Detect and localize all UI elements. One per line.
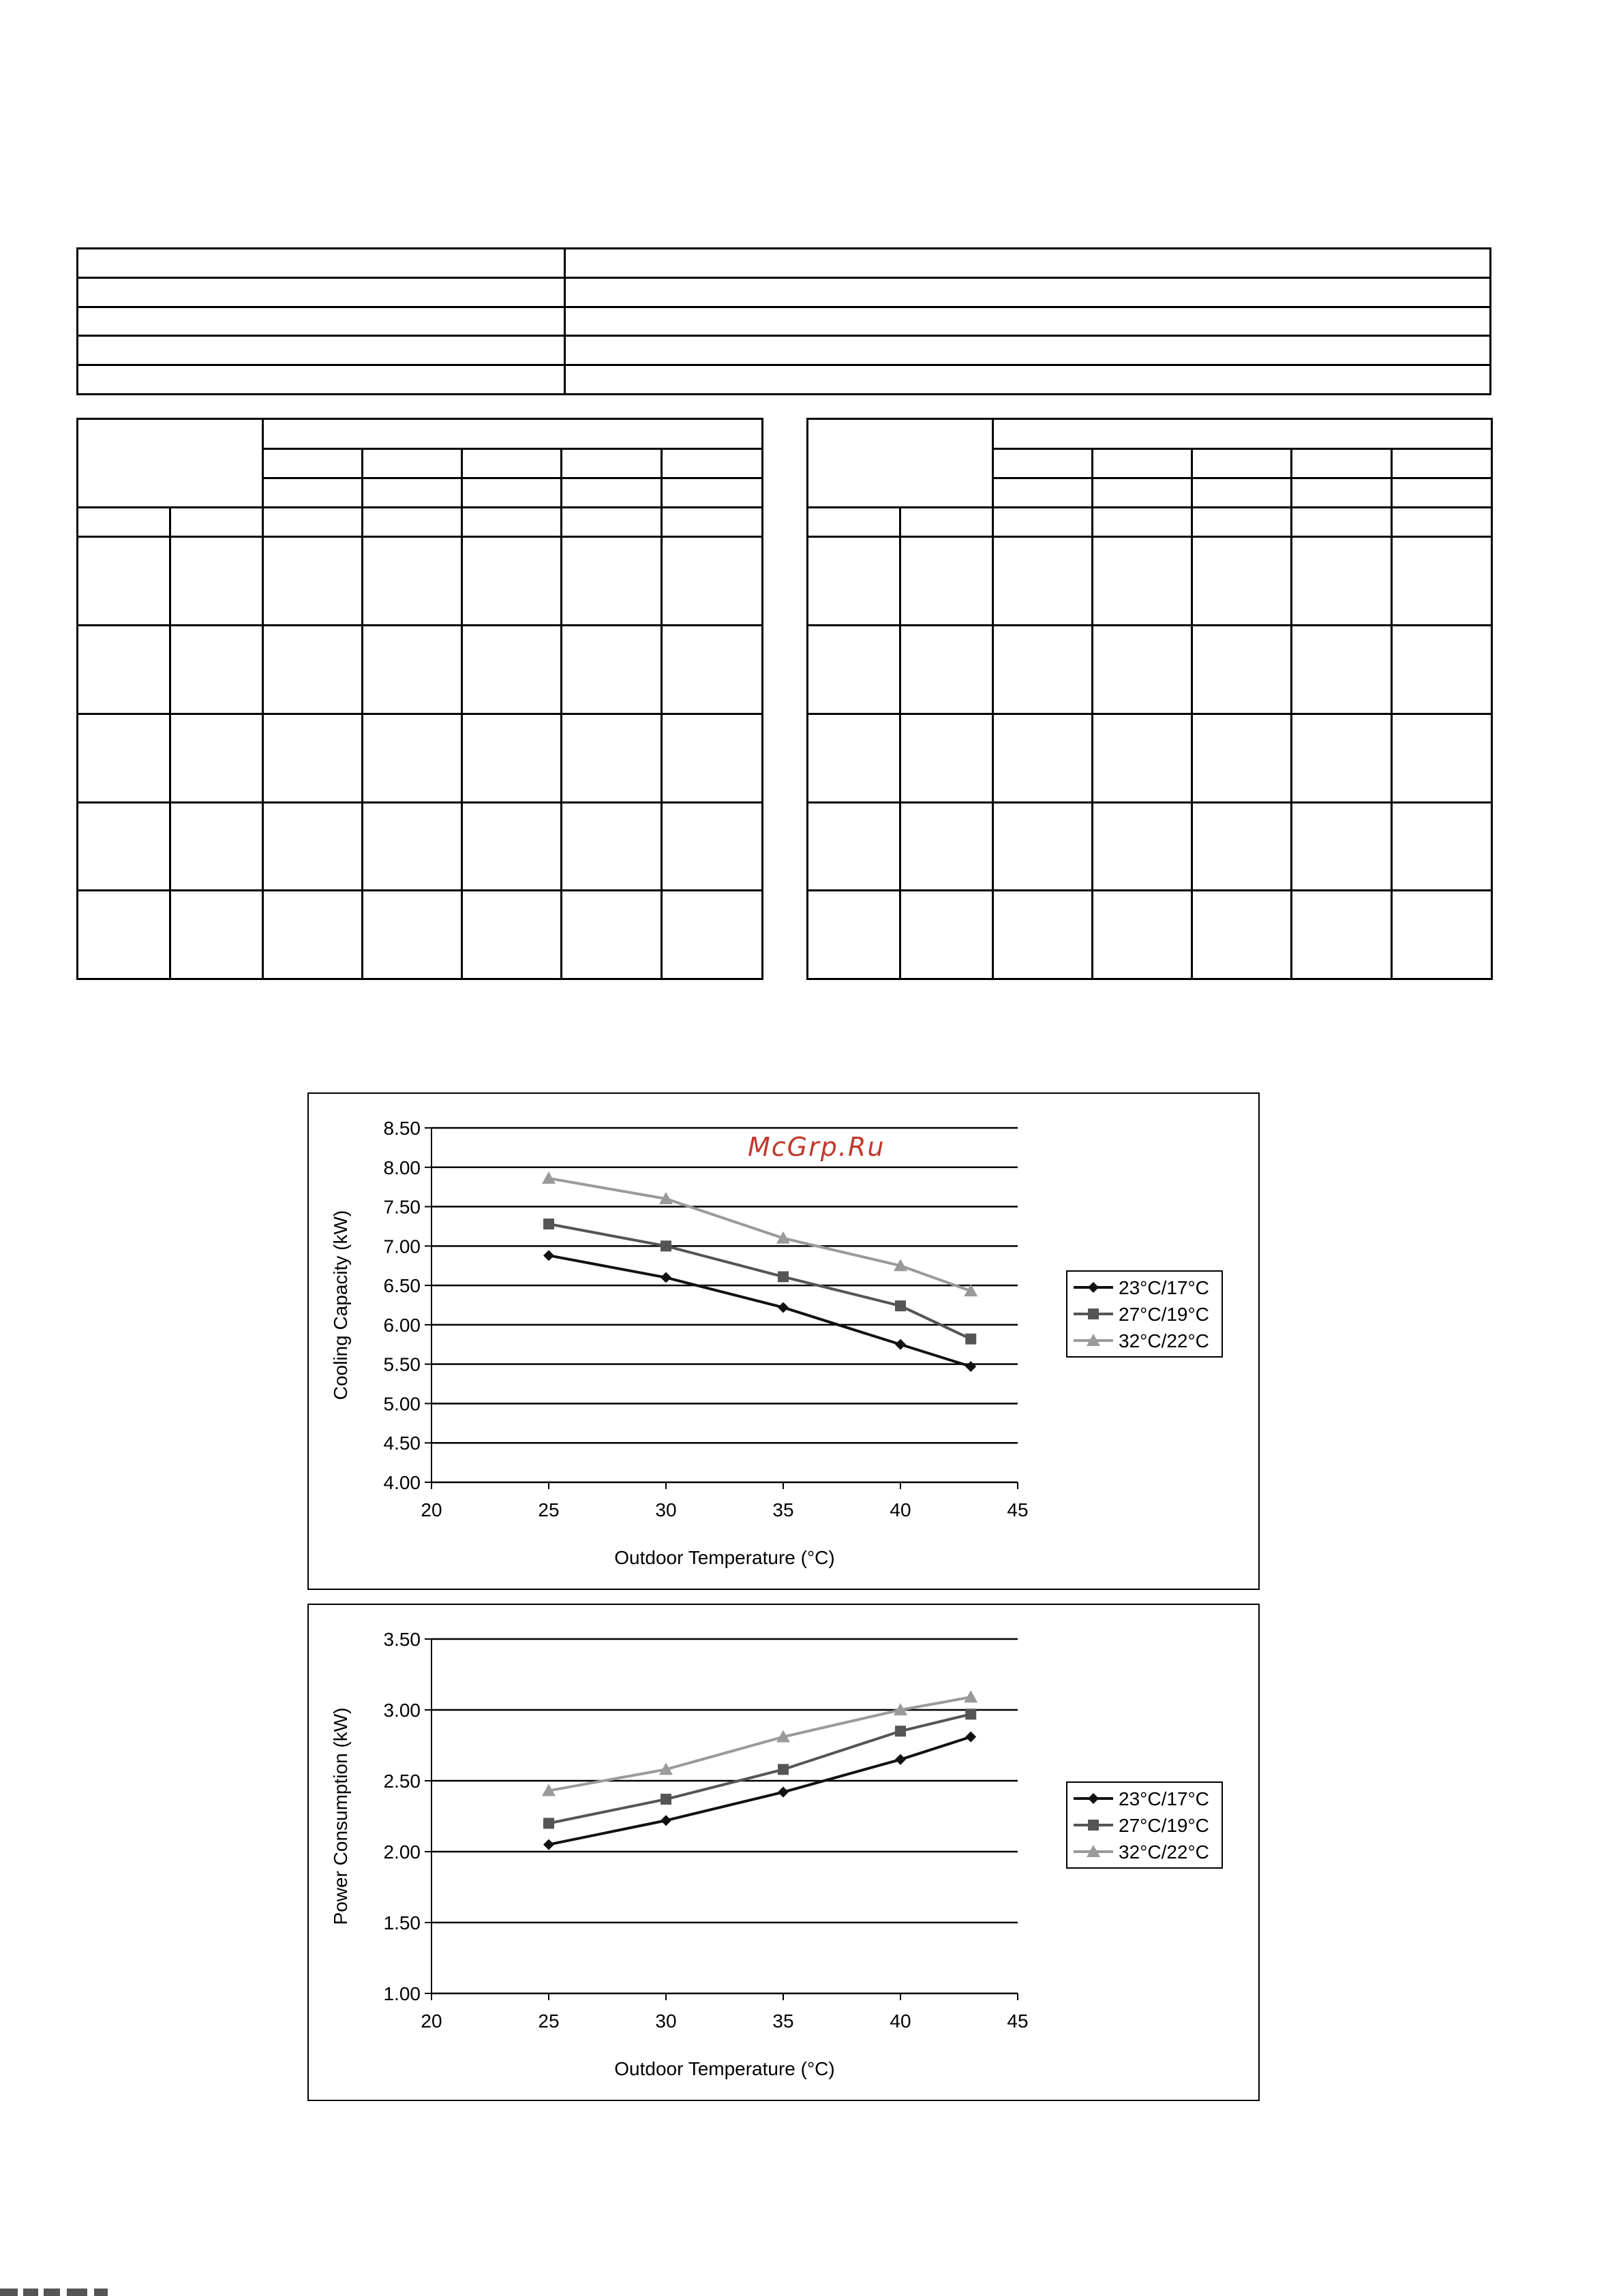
series-line — [549, 1714, 971, 1823]
data-point — [895, 1300, 906, 1311]
legend-label: 32°C/22°C — [1119, 1841, 1209, 1863]
y-tick-label: 5.50 — [383, 1353, 421, 1375]
table-row — [808, 891, 1492, 979]
legend-label: 27°C/19°C — [1119, 1304, 1209, 1325]
header-cell — [1392, 449, 1492, 478]
data-point — [542, 1172, 556, 1184]
series-line — [549, 1224, 971, 1339]
header-cell — [263, 478, 363, 508]
header-cell — [1192, 478, 1292, 508]
data-point — [661, 1794, 671, 1805]
info-row — [78, 307, 1491, 336]
header-cell — [662, 508, 763, 537]
legend-marker — [1088, 1820, 1099, 1831]
footer-fragment — [0, 2284, 123, 2296]
y-tick-label: 3.50 — [383, 1629, 421, 1650]
y-tick-label: 6.00 — [383, 1314, 421, 1336]
info-cell — [565, 249, 1491, 278]
x-tick-label: 20 — [421, 2010, 442, 2032]
y-axis-title: Cooling Capacity (kW) — [330, 1210, 351, 1400]
header-cell — [462, 508, 562, 537]
data-point — [965, 1361, 976, 1372]
x-tick-label: 25 — [538, 1499, 560, 1520]
header-cell — [1292, 508, 1392, 537]
info-cell — [565, 277, 1491, 307]
x-tick-label: 20 — [421, 1499, 442, 1520]
info-table — [76, 247, 1491, 395]
y-tick-label: 2.50 — [383, 1771, 421, 1792]
legend-marker — [1088, 1308, 1099, 1319]
data-point — [778, 1302, 789, 1313]
info-cell — [565, 365, 1491, 395]
table-row — [808, 714, 1492, 803]
header-cell — [462, 449, 562, 478]
header-cell — [808, 508, 900, 537]
header-cell — [662, 449, 763, 478]
header-cell — [263, 449, 363, 478]
y-tick-label: 3.00 — [383, 1700, 421, 1721]
header-cell — [78, 508, 170, 537]
data-point — [965, 1334, 976, 1345]
header-cell — [900, 508, 993, 537]
header-cell — [993, 478, 1093, 508]
header-cell — [1093, 508, 1192, 537]
header-cell — [993, 508, 1093, 537]
x-tick-label: 30 — [655, 2010, 677, 2032]
data-point — [964, 1690, 977, 1702]
y-tick-label: 2.00 — [383, 1841, 421, 1863]
header-cell — [662, 478, 763, 508]
x-tick-label: 30 — [655, 1499, 677, 1520]
header-cell — [263, 508, 363, 537]
y-axis-title: Power Consumption (kW) — [330, 1707, 351, 1925]
table-row — [78, 803, 763, 891]
x-axis-title: Outdoor Temperature (°C) — [614, 1547, 835, 1568]
x-tick-label: 45 — [1007, 1499, 1029, 1520]
data-point — [965, 1732, 976, 1743]
header-cell — [562, 449, 662, 478]
data-point — [965, 1709, 976, 1719]
y-tick-label: 7.50 — [383, 1196, 421, 1218]
legend-label: 27°C/19°C — [1119, 1815, 1209, 1836]
info-cell — [78, 307, 565, 336]
table-row — [808, 803, 1492, 891]
cooling-capacity-chart — [307, 1092, 1260, 1590]
legend-label: 32°C/22°C — [1119, 1330, 1209, 1351]
x-tick-label: 45 — [1007, 2010, 1029, 2032]
cooling-capacity-plot — [309, 1094, 1261, 1591]
header-cell — [1093, 478, 1192, 508]
power-consumption-chart — [307, 1604, 1260, 2101]
performance-table-right — [806, 418, 1493, 980]
y-tick-label: 8.00 — [383, 1157, 421, 1178]
header-cell — [170, 508, 263, 537]
header-cell — [1392, 508, 1492, 537]
info-row — [78, 277, 1491, 307]
data-point — [778, 1787, 789, 1798]
y-tick-label: 5.00 — [383, 1393, 421, 1415]
data-point — [778, 1764, 789, 1775]
header-cell — [1192, 508, 1292, 537]
header-cell — [562, 508, 662, 537]
header-cell — [1392, 478, 1492, 508]
header-cell — [1192, 449, 1292, 478]
info-row — [78, 365, 1491, 395]
info-cell — [78, 365, 565, 395]
x-axis-title: Outdoor Temperature (°C) — [614, 2058, 835, 2079]
header-cell — [1292, 449, 1392, 478]
data-point — [778, 1271, 789, 1282]
data-point — [543, 1250, 554, 1261]
header-cell — [1292, 478, 1392, 508]
data-point — [661, 1815, 671, 1826]
y-tick-label: 1.50 — [383, 1912, 421, 1933]
header-cell — [363, 508, 462, 537]
info-row — [78, 336, 1491, 365]
table-row — [808, 626, 1492, 714]
header-cell — [562, 478, 662, 508]
power-consumption-plot — [309, 1605, 1261, 2102]
data-point — [661, 1272, 671, 1283]
info-row — [78, 249, 1491, 278]
header-cell — [263, 419, 763, 449]
y-tick-label: 4.50 — [383, 1433, 421, 1454]
legend-label: 23°C/17°C — [1119, 1788, 1209, 1809]
table-row — [78, 537, 763, 626]
info-cell — [565, 307, 1491, 336]
info-cell — [78, 249, 565, 278]
y-tick-label: 4.00 — [383, 1472, 421, 1493]
data-point — [543, 1219, 554, 1229]
data-point — [543, 1818, 554, 1828]
info-cell — [78, 277, 565, 307]
header-cell — [363, 478, 462, 508]
table-row — [78, 714, 763, 803]
data-point — [543, 1839, 554, 1850]
table-row — [78, 891, 763, 979]
series-line — [549, 1255, 971, 1366]
header-cell — [363, 449, 462, 478]
legend-label: 23°C/17°C — [1119, 1277, 1209, 1298]
y-tick-label: 7.00 — [383, 1236, 421, 1257]
x-tick-label: 40 — [890, 1499, 911, 1520]
header-cell — [462, 478, 562, 508]
performance-table-left — [76, 418, 763, 980]
series-line — [549, 1737, 971, 1845]
x-tick-label: 35 — [772, 2010, 794, 2032]
y-tick-label: 1.00 — [383, 1983, 421, 2004]
data-point — [895, 1339, 906, 1350]
header-cell — [993, 419, 1492, 449]
header-cell — [993, 449, 1093, 478]
info-cell — [565, 336, 1491, 365]
y-tick-label: 6.50 — [383, 1275, 421, 1297]
header-cell — [808, 419, 993, 508]
header-cell — [78, 419, 263, 508]
x-tick-label: 25 — [538, 2010, 560, 2032]
info-cell — [78, 336, 565, 365]
x-tick-label: 40 — [890, 2010, 911, 2032]
table-row — [78, 626, 763, 714]
y-tick-label: 8.50 — [383, 1118, 421, 1139]
data-point — [895, 1726, 906, 1736]
data-point — [661, 1240, 671, 1251]
x-tick-label: 35 — [772, 1499, 794, 1520]
table-row — [808, 537, 1492, 626]
data-point — [895, 1754, 906, 1765]
header-cell — [1093, 449, 1192, 478]
watermark-text: McGrp.Ru — [748, 1132, 885, 1162]
